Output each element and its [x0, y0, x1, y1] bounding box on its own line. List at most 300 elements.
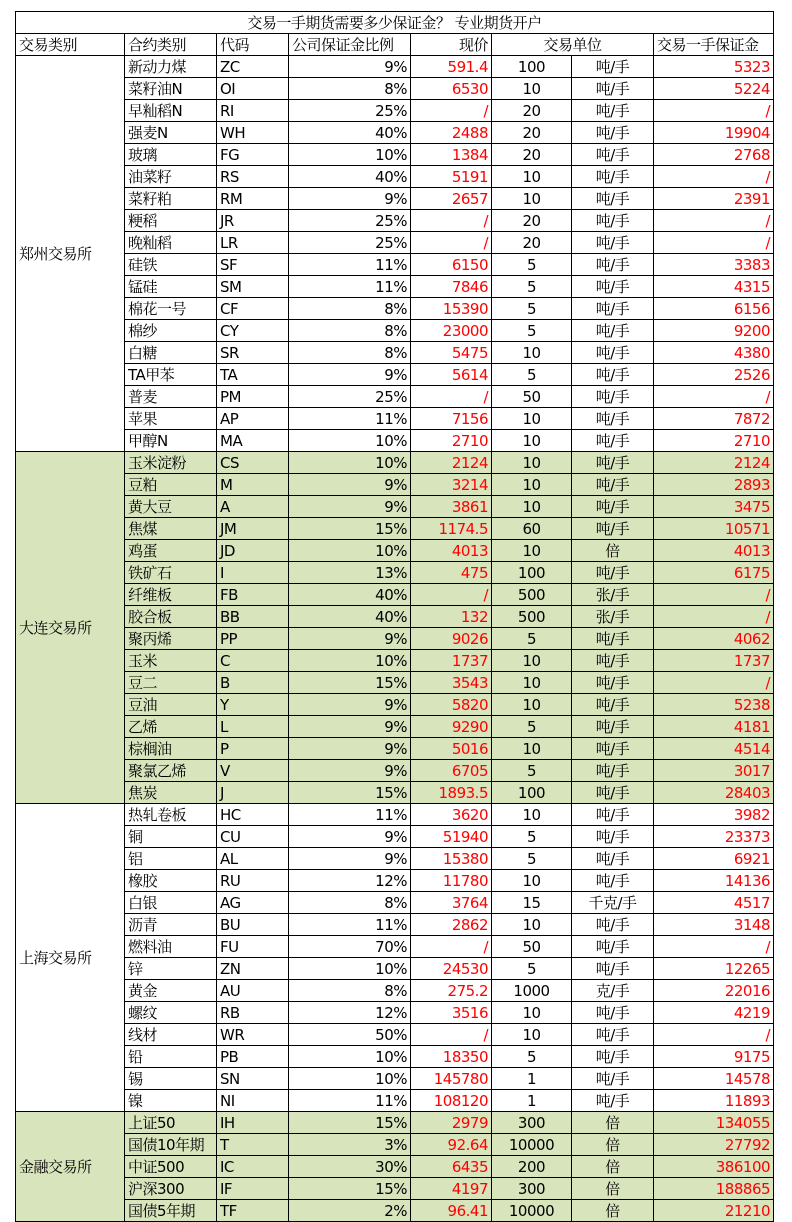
size-cell[interactable]: 10000: [492, 1134, 572, 1156]
margin-cell[interactable]: /: [654, 210, 774, 232]
margin-cell[interactable]: 14136: [654, 870, 774, 892]
code-cell[interactable]: HC: [217, 804, 289, 826]
price-cell[interactable]: /: [411, 232, 492, 254]
price-cell[interactable]: 2710: [411, 430, 492, 452]
price-cell[interactable]: /: [411, 100, 492, 122]
size-cell[interactable]: 10: [492, 430, 572, 452]
price-cell[interactable]: 7846: [411, 276, 492, 298]
margin-cell[interactable]: 2526: [654, 364, 774, 386]
ratio-cell[interactable]: 9%: [289, 760, 411, 782]
size-cell[interactable]: 10000: [492, 1200, 572, 1222]
code-cell[interactable]: M: [217, 474, 289, 496]
margin-cell[interactable]: 11893: [654, 1090, 774, 1112]
ratio-cell[interactable]: 8%: [289, 342, 411, 364]
contract-cell[interactable]: 黄大豆: [125, 496, 217, 518]
code-cell[interactable]: CS: [217, 452, 289, 474]
contract-cell[interactable]: 苹果: [125, 408, 217, 430]
unit-cell[interactable]: 吨/手: [572, 518, 654, 540]
ratio-cell[interactable]: 40%: [289, 606, 411, 628]
contract-cell[interactable]: 铅: [125, 1046, 217, 1068]
size-cell[interactable]: 1: [492, 1068, 572, 1090]
margin-cell[interactable]: 188865: [654, 1178, 774, 1200]
unit-cell[interactable]: 倍: [572, 1134, 654, 1156]
contract-cell[interactable]: TA甲苯: [125, 364, 217, 386]
unit-cell[interactable]: 吨/手: [572, 122, 654, 144]
header-code[interactable]: 代码: [217, 34, 289, 56]
size-cell[interactable]: 10: [492, 496, 572, 518]
margin-cell[interactable]: 23373: [654, 826, 774, 848]
price-cell[interactable]: 15380: [411, 848, 492, 870]
unit-cell[interactable]: 克/手: [572, 980, 654, 1002]
contract-cell[interactable]: 菜籽粕: [125, 188, 217, 210]
code-cell[interactable]: JR: [217, 210, 289, 232]
size-cell[interactable]: 10: [492, 738, 572, 760]
size-cell[interactable]: 20: [492, 122, 572, 144]
code-cell[interactable]: C: [217, 650, 289, 672]
size-cell[interactable]: 20: [492, 232, 572, 254]
code-cell[interactable]: I: [217, 562, 289, 584]
unit-cell[interactable]: 吨/手: [572, 870, 654, 892]
price-cell[interactable]: 6435: [411, 1156, 492, 1178]
code-cell[interactable]: RS: [217, 166, 289, 188]
margin-cell[interactable]: 134055: [654, 1112, 774, 1134]
unit-cell[interactable]: 吨/手: [572, 1024, 654, 1046]
size-cell[interactable]: 10: [492, 474, 572, 496]
code-cell[interactable]: RB: [217, 1002, 289, 1024]
unit-cell[interactable]: 吨/手: [572, 496, 654, 518]
ratio-cell[interactable]: 11%: [289, 276, 411, 298]
price-cell[interactable]: 145780: [411, 1068, 492, 1090]
ratio-cell[interactable]: 9%: [289, 474, 411, 496]
code-cell[interactable]: AP: [217, 408, 289, 430]
unit-cell[interactable]: 吨/手: [572, 694, 654, 716]
size-cell[interactable]: 5: [492, 320, 572, 342]
exchange-cell[interactable]: 郑州交易所: [16, 56, 125, 452]
code-cell[interactable]: FU: [217, 936, 289, 958]
size-cell[interactable]: 300: [492, 1112, 572, 1134]
margin-cell[interactable]: 3475: [654, 496, 774, 518]
price-cell[interactable]: 4013: [411, 540, 492, 562]
ratio-cell[interactable]: 11%: [289, 914, 411, 936]
margin-cell[interactable]: 10571: [654, 518, 774, 540]
size-cell[interactable]: 100: [492, 562, 572, 584]
ratio-cell[interactable]: 9%: [289, 628, 411, 650]
unit-cell[interactable]: 吨/手: [572, 100, 654, 122]
contract-cell[interactable]: 甲醇N: [125, 430, 217, 452]
margin-cell[interactable]: 386100: [654, 1156, 774, 1178]
unit-cell[interactable]: 千克/手: [572, 892, 654, 914]
ratio-cell[interactable]: 70%: [289, 936, 411, 958]
unit-cell[interactable]: 吨/手: [572, 232, 654, 254]
unit-cell[interactable]: 吨/手: [572, 342, 654, 364]
size-cell[interactable]: 5: [492, 254, 572, 276]
size-cell[interactable]: 5: [492, 826, 572, 848]
price-cell[interactable]: 3516: [411, 1002, 492, 1024]
contract-cell[interactable]: 鸡蛋: [125, 540, 217, 562]
ratio-cell[interactable]: 9%: [289, 738, 411, 760]
price-cell[interactable]: 1737: [411, 650, 492, 672]
code-cell[interactable]: CF: [217, 298, 289, 320]
code-cell[interactable]: RU: [217, 870, 289, 892]
size-cell[interactable]: 5: [492, 364, 572, 386]
code-cell[interactable]: TA: [217, 364, 289, 386]
unit-cell[interactable]: 吨/手: [572, 364, 654, 386]
price-cell[interactable]: 9290: [411, 716, 492, 738]
code-cell[interactable]: BB: [217, 606, 289, 628]
ratio-cell[interactable]: 11%: [289, 1090, 411, 1112]
price-cell[interactable]: 5614: [411, 364, 492, 386]
unit-cell[interactable]: 吨/手: [572, 210, 654, 232]
ratio-cell[interactable]: 15%: [289, 518, 411, 540]
unit-cell[interactable]: 吨/手: [572, 188, 654, 210]
price-cell[interactable]: 3620: [411, 804, 492, 826]
ratio-cell[interactable]: 11%: [289, 804, 411, 826]
margin-cell[interactable]: 3148: [654, 914, 774, 936]
size-cell[interactable]: 10: [492, 650, 572, 672]
contract-cell[interactable]: 聚氯乙烯: [125, 760, 217, 782]
price-cell[interactable]: 2657: [411, 188, 492, 210]
contract-cell[interactable]: 镍: [125, 1090, 217, 1112]
unit-cell[interactable]: 吨/手: [572, 848, 654, 870]
exchange-cell[interactable]: 大连交易所: [16, 452, 125, 804]
contract-cell[interactable]: 强麦N: [125, 122, 217, 144]
margin-cell[interactable]: 1737: [654, 650, 774, 672]
contract-cell[interactable]: 粳稻: [125, 210, 217, 232]
contract-cell[interactable]: 豆粕: [125, 474, 217, 496]
price-cell[interactable]: 3214: [411, 474, 492, 496]
margin-cell[interactable]: /: [654, 584, 774, 606]
unit-cell[interactable]: 吨/手: [572, 78, 654, 100]
ratio-cell[interactable]: 8%: [289, 298, 411, 320]
size-cell[interactable]: 10: [492, 78, 572, 100]
margin-cell[interactable]: 5224: [654, 78, 774, 100]
size-cell[interactable]: 20: [492, 210, 572, 232]
ratio-cell[interactable]: 8%: [289, 78, 411, 100]
code-cell[interactable]: JM: [217, 518, 289, 540]
unit-cell[interactable]: 吨/手: [572, 826, 654, 848]
code-cell[interactable]: CY: [217, 320, 289, 342]
ratio-cell[interactable]: 10%: [289, 1068, 411, 1090]
margin-cell[interactable]: /: [654, 166, 774, 188]
price-cell[interactable]: 7156: [411, 408, 492, 430]
size-cell[interactable]: 10: [492, 408, 572, 430]
price-cell[interactable]: 2488: [411, 122, 492, 144]
ratio-cell[interactable]: 8%: [289, 980, 411, 1002]
price-cell[interactable]: 5191: [411, 166, 492, 188]
margin-cell[interactable]: 2768: [654, 144, 774, 166]
margin-cell[interactable]: 2710: [654, 430, 774, 452]
margin-cell[interactable]: 3982: [654, 804, 774, 826]
ratio-cell[interactable]: 25%: [289, 232, 411, 254]
ratio-cell[interactable]: 13%: [289, 562, 411, 584]
contract-cell[interactable]: 白糖: [125, 342, 217, 364]
ratio-cell[interactable]: 8%: [289, 320, 411, 342]
price-cell[interactable]: /: [411, 936, 492, 958]
ratio-cell[interactable]: 2%: [289, 1200, 411, 1222]
price-cell[interactable]: 5820: [411, 694, 492, 716]
contract-cell[interactable]: 硅铁: [125, 254, 217, 276]
contract-cell[interactable]: 燃料油: [125, 936, 217, 958]
margin-cell[interactable]: 4219: [654, 1002, 774, 1024]
ratio-cell[interactable]: 9%: [289, 188, 411, 210]
price-cell[interactable]: 96.41: [411, 1200, 492, 1222]
code-cell[interactable]: BU: [217, 914, 289, 936]
unit-cell[interactable]: 吨/手: [572, 452, 654, 474]
contract-cell[interactable]: 棉花一号: [125, 298, 217, 320]
margin-cell[interactable]: /: [654, 100, 774, 122]
margin-cell[interactable]: 2124: [654, 452, 774, 474]
unit-cell[interactable]: 吨/手: [572, 738, 654, 760]
contract-cell[interactable]: 线材: [125, 1024, 217, 1046]
ratio-cell[interactable]: 9%: [289, 694, 411, 716]
unit-cell[interactable]: 吨/手: [572, 914, 654, 936]
contract-cell[interactable]: 橡胶: [125, 870, 217, 892]
code-cell[interactable]: RI: [217, 100, 289, 122]
code-cell[interactable]: IH: [217, 1112, 289, 1134]
unit-cell[interactable]: 倍: [572, 1112, 654, 1134]
margin-cell[interactable]: 2893: [654, 474, 774, 496]
unit-cell[interactable]: 吨/手: [572, 320, 654, 342]
margin-cell[interactable]: /: [654, 386, 774, 408]
margin-cell[interactable]: /: [654, 672, 774, 694]
size-cell[interactable]: 60: [492, 518, 572, 540]
code-cell[interactable]: ZN: [217, 958, 289, 980]
ratio-cell[interactable]: 10%: [289, 540, 411, 562]
margin-cell[interactable]: 22016: [654, 980, 774, 1002]
margin-cell[interactable]: 3017: [654, 760, 774, 782]
price-cell[interactable]: 51940: [411, 826, 492, 848]
size-cell[interactable]: 10: [492, 188, 572, 210]
price-cell[interactable]: 92.64: [411, 1134, 492, 1156]
code-cell[interactable]: J: [217, 782, 289, 804]
size-cell[interactable]: 500: [492, 584, 572, 606]
ratio-cell[interactable]: 10%: [289, 1046, 411, 1068]
unit-cell[interactable]: 吨/手: [572, 1090, 654, 1112]
code-cell[interactable]: FG: [217, 144, 289, 166]
code-cell[interactable]: PM: [217, 386, 289, 408]
code-cell[interactable]: AU: [217, 980, 289, 1002]
size-cell[interactable]: 5: [492, 298, 572, 320]
sheet-title[interactable]: 交易一手期货需要多少保证金？ 专业期货开户: [16, 12, 774, 34]
unit-cell[interactable]: 吨/手: [572, 650, 654, 672]
ratio-cell[interactable]: 10%: [289, 958, 411, 980]
unit-cell[interactable]: 吨/手: [572, 276, 654, 298]
unit-cell[interactable]: 吨/手: [572, 298, 654, 320]
header-contract[interactable]: 合约类别: [125, 34, 217, 56]
size-cell[interactable]: 15: [492, 892, 572, 914]
unit-cell[interactable]: 吨/手: [572, 254, 654, 276]
code-cell[interactable]: CU: [217, 826, 289, 848]
header-price[interactable]: 现价: [411, 34, 492, 56]
margin-cell[interactable]: 19904: [654, 122, 774, 144]
unit-cell[interactable]: 张/手: [572, 606, 654, 628]
ratio-cell[interactable]: 40%: [289, 122, 411, 144]
margin-cell[interactable]: 2391: [654, 188, 774, 210]
code-cell[interactable]: SR: [217, 342, 289, 364]
margin-cell[interactable]: 9175: [654, 1046, 774, 1068]
ratio-cell[interactable]: 15%: [289, 782, 411, 804]
ratio-cell[interactable]: 9%: [289, 496, 411, 518]
price-cell[interactable]: 2862: [411, 914, 492, 936]
price-cell[interactable]: 6150: [411, 254, 492, 276]
margin-cell[interactable]: 28403: [654, 782, 774, 804]
unit-cell[interactable]: 吨/手: [572, 760, 654, 782]
size-cell[interactable]: 200: [492, 1156, 572, 1178]
margin-cell[interactable]: 9200: [654, 320, 774, 342]
code-cell[interactable]: AG: [217, 892, 289, 914]
unit-cell[interactable]: 张/手: [572, 584, 654, 606]
contract-cell[interactable]: 晚籼稻: [125, 232, 217, 254]
price-cell[interactable]: 1174.5: [411, 518, 492, 540]
size-cell[interactable]: 10: [492, 804, 572, 826]
unit-cell[interactable]: 吨/手: [572, 782, 654, 804]
code-cell[interactable]: SM: [217, 276, 289, 298]
margin-cell[interactable]: 3383: [654, 254, 774, 276]
unit-cell[interactable]: 吨/手: [572, 1002, 654, 1024]
unit-cell[interactable]: 吨/手: [572, 56, 654, 78]
price-cell[interactable]: 6705: [411, 760, 492, 782]
size-cell[interactable]: 1: [492, 1090, 572, 1112]
ratio-cell[interactable]: 15%: [289, 1178, 411, 1200]
ratio-cell[interactable]: 30%: [289, 1156, 411, 1178]
contract-cell[interactable]: 玉米: [125, 650, 217, 672]
code-cell[interactable]: WH: [217, 122, 289, 144]
size-cell[interactable]: 5: [492, 716, 572, 738]
code-cell[interactable]: SN: [217, 1068, 289, 1090]
code-cell[interactable]: Y: [217, 694, 289, 716]
price-cell[interactable]: 11780: [411, 870, 492, 892]
code-cell[interactable]: PB: [217, 1046, 289, 1068]
ratio-cell[interactable]: 10%: [289, 144, 411, 166]
ratio-cell[interactable]: 9%: [289, 364, 411, 386]
price-cell[interactable]: 18350: [411, 1046, 492, 1068]
header-margin[interactable]: 交易一手保证金: [654, 34, 774, 56]
unit-cell[interactable]: 吨/手: [572, 408, 654, 430]
price-cell[interactable]: 23000: [411, 320, 492, 342]
size-cell[interactable]: 5: [492, 276, 572, 298]
price-cell[interactable]: /: [411, 210, 492, 232]
contract-cell[interactable]: 铁矿石: [125, 562, 217, 584]
ratio-cell[interactable]: 9%: [289, 848, 411, 870]
unit-cell[interactable]: 倍: [572, 1200, 654, 1222]
price-cell[interactable]: 475: [411, 562, 492, 584]
size-cell[interactable]: 5: [492, 848, 572, 870]
code-cell[interactable]: RM: [217, 188, 289, 210]
code-cell[interactable]: P: [217, 738, 289, 760]
contract-cell[interactable]: 豆二: [125, 672, 217, 694]
unit-cell[interactable]: 吨/手: [572, 474, 654, 496]
size-cell[interactable]: 10: [492, 452, 572, 474]
code-cell[interactable]: L: [217, 716, 289, 738]
size-cell[interactable]: 10: [492, 914, 572, 936]
contract-cell[interactable]: 国债5年期: [125, 1200, 217, 1222]
unit-cell[interactable]: 吨/手: [572, 958, 654, 980]
unit-cell[interactable]: 倍: [572, 1178, 654, 1200]
contract-cell[interactable]: 玻璃: [125, 144, 217, 166]
contract-cell[interactable]: 中证500: [125, 1156, 217, 1178]
contract-cell[interactable]: 棕榈油: [125, 738, 217, 760]
price-cell[interactable]: 2979: [411, 1112, 492, 1134]
contract-cell[interactable]: 上证50: [125, 1112, 217, 1134]
unit-cell[interactable]: 倍: [572, 1156, 654, 1178]
contract-cell[interactable]: 胶合板: [125, 606, 217, 628]
ratio-cell[interactable]: 10%: [289, 430, 411, 452]
code-cell[interactable]: SF: [217, 254, 289, 276]
code-cell[interactable]: PP: [217, 628, 289, 650]
contract-cell[interactable]: 锡: [125, 1068, 217, 1090]
exchange-cell[interactable]: 上海交易所: [16, 804, 125, 1112]
size-cell[interactable]: 10: [492, 342, 572, 364]
ratio-cell[interactable]: 50%: [289, 1024, 411, 1046]
margin-cell[interactable]: /: [654, 936, 774, 958]
unit-cell[interactable]: 吨/手: [572, 804, 654, 826]
margin-cell[interactable]: 7872: [654, 408, 774, 430]
price-cell[interactable]: 3543: [411, 672, 492, 694]
margin-cell[interactable]: /: [654, 1024, 774, 1046]
unit-cell[interactable]: 吨/手: [572, 716, 654, 738]
size-cell[interactable]: 5: [492, 1046, 572, 1068]
unit-cell[interactable]: 吨/手: [572, 562, 654, 584]
contract-cell[interactable]: 豆油: [125, 694, 217, 716]
size-cell[interactable]: 300: [492, 1178, 572, 1200]
code-cell[interactable]: NI: [217, 1090, 289, 1112]
header-exchange[interactable]: 交易类别: [16, 34, 125, 56]
ratio-cell[interactable]: 9%: [289, 826, 411, 848]
size-cell[interactable]: 10: [492, 1024, 572, 1046]
contract-cell[interactable]: 早籼稻N: [125, 100, 217, 122]
unit-cell[interactable]: 倍: [572, 540, 654, 562]
ratio-cell[interactable]: 25%: [289, 386, 411, 408]
contract-cell[interactable]: 乙烯: [125, 716, 217, 738]
margin-cell[interactable]: 6175: [654, 562, 774, 584]
price-cell[interactable]: 275.2: [411, 980, 492, 1002]
unit-cell[interactable]: 吨/手: [572, 144, 654, 166]
ratio-cell[interactable]: 9%: [289, 56, 411, 78]
code-cell[interactable]: T: [217, 1134, 289, 1156]
ratio-cell[interactable]: 25%: [289, 210, 411, 232]
size-cell[interactable]: 100: [492, 56, 572, 78]
contract-cell[interactable]: 纤维板: [125, 584, 217, 606]
code-cell[interactable]: IC: [217, 1156, 289, 1178]
size-cell[interactable]: 10: [492, 672, 572, 694]
code-cell[interactable]: IF: [217, 1178, 289, 1200]
price-cell[interactable]: 2124: [411, 452, 492, 474]
unit-cell[interactable]: 吨/手: [572, 430, 654, 452]
contract-cell[interactable]: 焦炭: [125, 782, 217, 804]
unit-cell[interactable]: 吨/手: [572, 1068, 654, 1090]
size-cell[interactable]: 10: [492, 540, 572, 562]
contract-cell[interactable]: 铜: [125, 826, 217, 848]
size-cell[interactable]: 5: [492, 760, 572, 782]
margin-cell[interactable]: /: [654, 232, 774, 254]
size-cell[interactable]: 20: [492, 100, 572, 122]
contract-cell[interactable]: 螺纹: [125, 1002, 217, 1024]
unit-cell[interactable]: 吨/手: [572, 936, 654, 958]
margin-cell[interactable]: 21210: [654, 1200, 774, 1222]
code-cell[interactable]: ZC: [217, 56, 289, 78]
margin-cell[interactable]: 5238: [654, 694, 774, 716]
ratio-cell[interactable]: 11%: [289, 254, 411, 276]
contract-cell[interactable]: 聚丙烯: [125, 628, 217, 650]
code-cell[interactable]: AL: [217, 848, 289, 870]
code-cell[interactable]: V: [217, 760, 289, 782]
header-ratio[interactable]: 公司保证金比例: [289, 34, 411, 56]
contract-cell[interactable]: 白银: [125, 892, 217, 914]
exchange-cell[interactable]: 金融交易所: [16, 1112, 125, 1222]
unit-cell[interactable]: 吨/手: [572, 628, 654, 650]
margin-cell[interactable]: 4380: [654, 342, 774, 364]
size-cell[interactable]: 10: [492, 166, 572, 188]
